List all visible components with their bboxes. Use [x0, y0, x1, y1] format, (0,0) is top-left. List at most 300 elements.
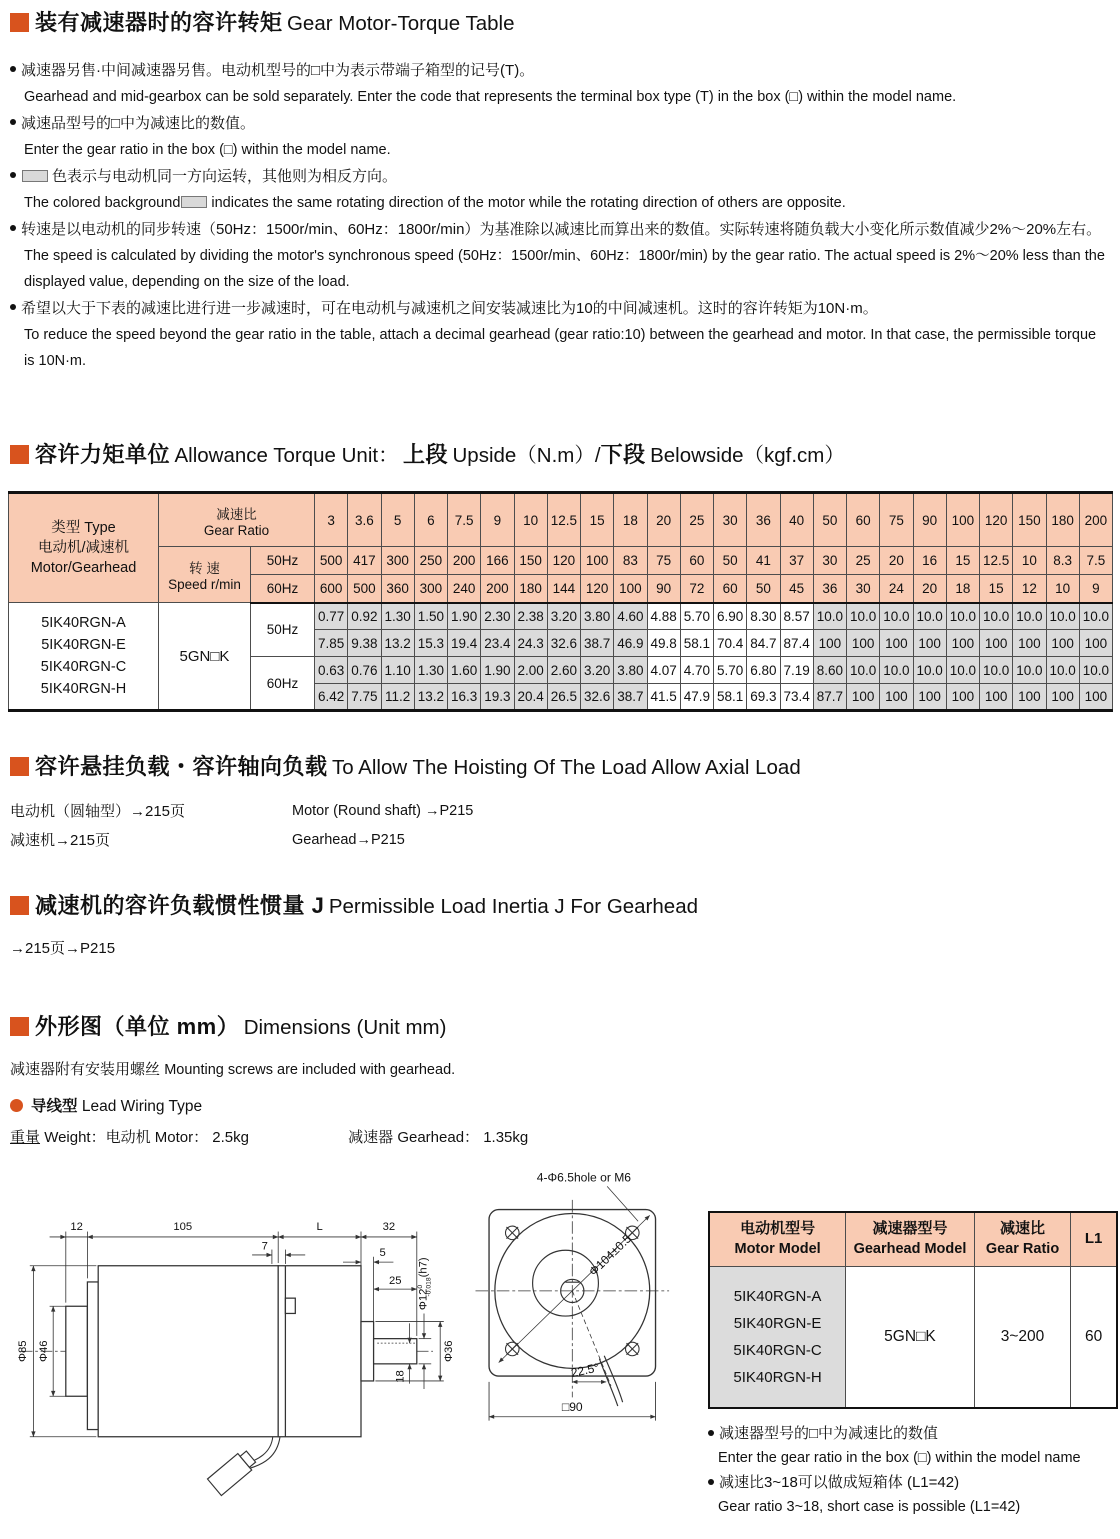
- gear-ratio-value-cell: 180: [1046, 493, 1079, 547]
- dia-46-label: Φ46: [37, 1340, 50, 1362]
- dim-L-label: L: [316, 1220, 323, 1233]
- note-zh: 转速是以电动机的同步转速（50Hz：1500r/min、60Hz：1800r/min）为基准除以减速比而算出来的数值。实际转速将随负载大小变化所示数值减少2%～20%左右。: [21, 221, 1102, 238]
- torque-value-cell: 10.0: [880, 657, 913, 684]
- note-item: [10, 57, 1112, 84]
- motor-gearhead-label-zh: 电动机/减速机: [37, 540, 130, 556]
- speed-value-cell: 15: [946, 547, 979, 575]
- speed-value-cell: 12: [1013, 575, 1046, 603]
- speed-value-cell: 18: [946, 575, 979, 603]
- torque-value-cell: 8.57: [780, 603, 813, 630]
- model-table-notes: [708, 1421, 1118, 1519]
- speed-value-cell: 10: [1013, 547, 1046, 575]
- torque-value-cell: 1.50: [414, 603, 447, 630]
- title-en: Gear Motor-Torque Table: [286, 12, 515, 35]
- dia-36-label: Φ36: [442, 1340, 455, 1362]
- torque-value-cell: 58.1: [714, 684, 747, 711]
- connector-icon: [207, 1448, 257, 1495]
- torque-value-cell: 2.00: [514, 657, 547, 684]
- gear-ratio-value-cell: 9: [481, 493, 514, 547]
- torque-notes-list: [10, 57, 1112, 374]
- gear-ratio-header: [159, 493, 315, 547]
- bullet-icon: [10, 172, 16, 178]
- speed-value-cell: 417: [348, 547, 381, 575]
- torque-value-cell: 3.80: [614, 657, 647, 684]
- title-zh: 装有减速器时的容许转矩: [35, 10, 283, 35]
- note-item: 减速比3~18可以做成短箱体 (L1=42): [708, 1470, 1118, 1495]
- speed-value-cell: 20: [913, 575, 946, 603]
- gearhead-ref-en: Gearhead→P215: [292, 832, 405, 848]
- torque-value-cell: 100: [1079, 684, 1112, 711]
- torque-value-cell: 10.0: [980, 657, 1013, 684]
- torque-value-cell: 100: [880, 630, 913, 657]
- speed-value-cell: 41: [747, 547, 780, 575]
- shaft-outline: [374, 1339, 417, 1364]
- speed-value-cell: 100: [581, 547, 614, 575]
- torque-value-cell: 2.60: [547, 657, 580, 684]
- note-en: Gearhead and mid-gearbox can be sold separately. Enter the code that represents the terminal box type (T) in the box (□) within the model name.: [24, 89, 957, 105]
- torque-value-cell: 1.30: [381, 603, 414, 630]
- gear-ratio-value-cell: 18: [614, 493, 647, 547]
- motor-ref-zh: 电动机（圆轴型）→215页: [10, 803, 186, 820]
- torque-value-cell: 73.4: [780, 684, 813, 711]
- speed-value-cell: 500: [348, 575, 381, 603]
- torque-value-cell: 7.19: [780, 657, 813, 684]
- torque-value-cell: 10.0: [980, 603, 1013, 630]
- torque-value-cell: 4.88: [647, 603, 680, 630]
- speed-value-cell: 120: [581, 575, 614, 603]
- gear-ratio-value-cell: 6: [414, 493, 447, 547]
- title-zh: 减速机的容许负载惯性惯量 J: [35, 893, 325, 918]
- torque-value-cell: 6.80: [747, 657, 780, 684]
- hz50-row-cell: 50Hz: [251, 603, 315, 657]
- title-below-zh: 下段: [600, 442, 646, 467]
- speed-value-cell: 300: [381, 547, 414, 575]
- torque-value-cell: 41.5: [647, 684, 680, 711]
- note-en-part: The colored background: [24, 195, 181, 211]
- speed-value-cell: 24: [880, 575, 913, 603]
- title-zh: 容许悬挂负载・容许轴向负载: [35, 754, 328, 779]
- torque-value-cell: 10.0: [1013, 603, 1046, 630]
- speed-value-cell: 75: [647, 547, 680, 575]
- gearhead-ref-row: [10, 826, 1112, 855]
- note-en: The speed is calculated by dividing the motor's synchronous speed (50Hz：1500r/min、60Hz：1800r/min) by the gear ratio. The actual speed is 2%～20% less than the displayed value, depending on the size of the load.: [24, 248, 1105, 290]
- torque-value-cell: 100: [946, 684, 979, 711]
- torque-value-cell: 100: [1079, 630, 1112, 657]
- torque-value-cell: 8.30: [747, 603, 780, 630]
- note-zh: 减速品型号的□中为减速比的数值。: [21, 115, 256, 132]
- junction-notch: [285, 1298, 295, 1313]
- speed-value-cell: 30: [847, 575, 880, 603]
- torque-value-cell: 11.2: [381, 684, 414, 711]
- speed-value-cell: 250: [414, 547, 447, 575]
- torque-value-cell: 5.70: [714, 657, 747, 684]
- gear-ratio-value-cell: 40: [780, 493, 813, 547]
- motor-ref-row: [10, 797, 1112, 826]
- torque-value-cell: 13.2: [414, 684, 447, 711]
- section-title-gear-motor-torque: [10, 8, 1112, 41]
- note-en: [10, 190, 1110, 216]
- dia-85-label: Φ85: [17, 1340, 30, 1362]
- gear-ratio-value-cell: 50: [813, 493, 846, 547]
- note-en: Enter the gear ratio in the box (□) within the model name.: [24, 142, 391, 158]
- torque-value-cell: 38.7: [581, 630, 614, 657]
- speed-value-cell: 15: [980, 575, 1013, 603]
- torque-value-cell: 100: [847, 630, 880, 657]
- torque-value-cell: 32.6: [581, 684, 614, 711]
- speed-value-cell: 83: [614, 547, 647, 575]
- speed-value-cell: 12.5: [980, 547, 1013, 575]
- torque-value-cell: 10.0: [946, 657, 979, 684]
- speed-value-cell: 9: [1079, 575, 1112, 603]
- gearhead-model-cell: 5GN□K: [846, 1266, 975, 1408]
- gear-ratio-value-cell: 150: [1013, 493, 1046, 547]
- speed-value-cell: 20: [880, 547, 913, 575]
- inertia-ref-line: →215页→P215: [10, 940, 116, 957]
- lead-type-en: Lead Wiring Type: [81, 1098, 203, 1115]
- torque-value-cell: 0.63: [315, 657, 348, 684]
- gear-ratio-value-cell: 36: [747, 493, 780, 547]
- model-table: [708, 1211, 1118, 1409]
- motor-model: 5IK40RGN-C: [40, 659, 127, 675]
- speed-value-cell: 120: [547, 547, 580, 575]
- weight-gearhead: 减速器 Gearhead： 1.35kg: [348, 1129, 529, 1146]
- torque-value-cell: 19.4: [448, 630, 481, 657]
- weight-label: 重量: [10, 1129, 41, 1146]
- torque-value-cell: 10.0: [946, 603, 979, 630]
- torque-value-cell: 58.1: [680, 630, 713, 657]
- gear-ratio-value-cell: 10: [514, 493, 547, 547]
- speed-value-cell: 600: [315, 575, 348, 603]
- torque-value-cell: 6.42: [315, 684, 348, 711]
- torque-value-cell: 23.4: [481, 630, 514, 657]
- torque-value-cell: 49.8: [647, 630, 680, 657]
- torque-value-cell: 10.0: [1079, 603, 1112, 630]
- motor-model: 5IK40RGN-E: [733, 1314, 822, 1332]
- speed-value-cell: 150: [514, 547, 547, 575]
- speed-value-cell: 240: [448, 575, 481, 603]
- title-en: Allowance Torque Unit：: [174, 444, 399, 467]
- title-en: Dimensions (Unit mm): [243, 1016, 447, 1039]
- torque-value-cell: 5.70: [680, 603, 713, 630]
- note-en: To reduce the speed beyond the gear ratio in the table, attach a decimal gearhead (gear ratio:10) between the gearhead and motor. In that case, the permissible torque is 10N·m.: [24, 327, 1097, 369]
- speed-value-cell: 166: [481, 547, 514, 575]
- torque-value-cell: 8.60: [813, 657, 846, 684]
- speed-label-en: Speed r/min: [168, 577, 241, 592]
- speed-value-cell: 500: [315, 547, 348, 575]
- motor-model: 5IK40RGN-C: [733, 1341, 822, 1359]
- speed-value-cell: 50: [747, 575, 780, 603]
- type-header-cell: [9, 493, 159, 603]
- end-plate-outline: [87, 1282, 98, 1430]
- torque-table: [8, 491, 1113, 712]
- torque-value-cell: 100: [980, 630, 1013, 657]
- orange-square-icon: [10, 1017, 29, 1036]
- torque-value-cell: 3.20: [581, 657, 614, 684]
- torque-value-cell: 2.30: [481, 603, 514, 630]
- speed-value-cell: 180: [514, 575, 547, 603]
- speed-value-cell: 144: [547, 575, 580, 603]
- torque-value-cell: 100: [1046, 630, 1079, 657]
- torque-value-cell: 100: [913, 630, 946, 657]
- l1-header: L1: [1071, 1212, 1117, 1266]
- lead-wiring-type-line: [10, 1093, 1112, 1120]
- title-below-en: Belowside（kgf.cm）: [650, 444, 845, 467]
- torque-value-cell: 46.9: [614, 630, 647, 657]
- section-title-hoisting-load: [10, 752, 1112, 785]
- dim-5-label: 5: [379, 1246, 386, 1259]
- gear-ratio-cell: 3~200: [974, 1266, 1070, 1408]
- torque-value-cell: 10.0: [847, 657, 880, 684]
- hz60-header: 60Hz: [251, 575, 315, 603]
- gear-ratio-value-cell: 3: [315, 493, 348, 547]
- torque-value-cell: 3.80: [581, 603, 614, 630]
- weight-line: [10, 1124, 1112, 1151]
- torque-value-cell: 10.0: [847, 603, 880, 630]
- motor-body-outline: [98, 1266, 278, 1437]
- torque-value-cell: 4.07: [647, 657, 680, 684]
- motor-model: 5IK40RGN-A: [41, 615, 126, 631]
- dim-7-label: 7: [261, 1240, 268, 1253]
- title-zh: 外形图（单位 mm）: [35, 1014, 240, 1039]
- torque-value-cell: 84.7: [747, 630, 780, 657]
- gear-ratio-value-cell: 75: [880, 493, 913, 547]
- bullet-icon: [10, 66, 16, 72]
- torque-value-cell: 10.0: [913, 657, 946, 684]
- motor-models-cell: [709, 1266, 846, 1408]
- weight-motor: Weight：电动机 Motor： 2.5kg: [44, 1129, 249, 1146]
- motor-model: 5IK40RGN-A: [733, 1287, 822, 1305]
- torque-value-cell: 0.92: [348, 603, 381, 630]
- gear-ratio-value-cell: 3.6: [348, 493, 381, 547]
- title-zh: 容许力矩单位: [35, 442, 171, 467]
- title-en: Permissible Load Inertia J For Gearhead: [328, 895, 698, 918]
- orange-square-icon: [10, 757, 29, 776]
- holes-label: 4-Φ6.5hole or M6: [536, 1170, 632, 1185]
- speed-value-cell: 25: [847, 547, 880, 575]
- torque-value-cell: 19.3: [481, 684, 514, 711]
- dim-105-label: 105: [173, 1220, 193, 1233]
- note-en: Enter the gear ratio in the box (□) within the model name: [718, 1450, 1081, 1466]
- speed-value-cell: 300: [414, 575, 447, 603]
- torque-value-cell: 87.7: [813, 684, 846, 711]
- torque-value-cell: 3.20: [547, 603, 580, 630]
- side-view-drawing: [10, 1167, 460, 1513]
- gearhead-model-cell: 5GN□K: [159, 603, 251, 711]
- dia-12-label: $\Phi 12^0-0.018(h7)$: [417, 1257, 433, 1311]
- torque-value-cell: 32.6: [547, 630, 580, 657]
- speed-value-cell: 8.3: [1046, 547, 1079, 575]
- gear-ratio-value-cell: 7.5: [448, 493, 481, 547]
- gearhead-outline: [278, 1266, 361, 1437]
- gear-ratio-value-cell: 15: [581, 493, 614, 547]
- speed-value-cell: 100: [614, 575, 647, 603]
- speed-value-cell: 200: [481, 575, 514, 603]
- speed-value-cell: 10: [1046, 575, 1079, 603]
- torque-value-cell: 100: [980, 684, 1013, 711]
- speed-value-cell: 16: [913, 547, 946, 575]
- torque-value-cell: 13.2: [381, 630, 414, 657]
- note-item: [10, 216, 1110, 243]
- gear-ratio-header: 减速比 Gear Ratio: [974, 1212, 1070, 1266]
- section-title-allowance-torque-unit: [10, 440, 1112, 473]
- front-view-drawing: [460, 1167, 702, 1469]
- speed-value-cell: 60: [680, 547, 713, 575]
- motor-model: 5IK40RGN-H: [733, 1368, 822, 1386]
- note-item: [10, 163, 1112, 190]
- torque-value-cell: 7.75: [348, 684, 381, 711]
- torque-value-cell: 10.0: [813, 603, 846, 630]
- motor-ref-en: Motor (Round shaft) →P215: [292, 803, 474, 819]
- note-zh: 减速器附有安装用螺丝: [10, 1061, 161, 1078]
- mounting-screws-note: [10, 1057, 1112, 1083]
- square-90-label: □90: [561, 1399, 583, 1414]
- lead-type-zh: 导线型: [31, 1098, 78, 1115]
- dim-25-label: 25: [388, 1274, 402, 1287]
- torque-value-cell: 6.90: [714, 603, 747, 630]
- gear-ratio-value-cell: 90: [913, 493, 946, 547]
- torque-value-cell: 10.0: [1013, 657, 1046, 684]
- speed-label-zh: 转 速: [189, 561, 220, 576]
- orange-square-icon: [10, 445, 29, 464]
- speed-value-cell: 60: [714, 575, 747, 603]
- hz50-header: 50Hz: [251, 547, 315, 575]
- section-title-dimensions: [10, 1012, 1112, 1045]
- dimension-drawings-row: [10, 1167, 1112, 1519]
- gear-ratio-value-cell: 12.5: [547, 493, 580, 547]
- torque-value-cell: 100: [813, 630, 846, 657]
- color-swatch-icon: [181, 196, 207, 208]
- torque-value-cell: 38.7: [614, 684, 647, 711]
- torque-value-cell: 10.0: [1046, 657, 1079, 684]
- torque-value-cell: 7.85: [315, 630, 348, 657]
- gear-ratio-value-cell: 60: [847, 493, 880, 547]
- section-title-load-inertia: [10, 891, 1112, 924]
- orange-dot-icon: [10, 1099, 23, 1112]
- speed-value-cell: 45: [780, 575, 813, 603]
- torque-value-cell: 100: [913, 684, 946, 711]
- note-en: Mounting screws are included with gearhead.: [164, 1062, 456, 1078]
- torque-value-cell: 16.3: [448, 684, 481, 711]
- torque-value-cell: 100: [1013, 684, 1046, 711]
- torque-value-cell: 4.60: [614, 603, 647, 630]
- shaft-boss-outline: [361, 1322, 374, 1381]
- torque-value-cell: 100: [847, 684, 880, 711]
- torque-value-cell: 1.90: [448, 603, 481, 630]
- gear-ratio-value-cell: 30: [714, 493, 747, 547]
- torque-value-cell: 1.90: [481, 657, 514, 684]
- torque-value-cell: 4.70: [680, 657, 713, 684]
- gear-ratio-label-zh: 减速比: [216, 506, 257, 522]
- torque-value-cell: 100: [880, 684, 913, 711]
- torque-value-cell: 26.5: [547, 684, 580, 711]
- note-en-part: indicates the same rotating direction of the motor while the rotating direction of others are opposite.: [211, 195, 846, 211]
- pilot-circle: [533, 1250, 599, 1316]
- torque-value-cell: 10.0: [1079, 657, 1112, 684]
- bolt-circle-label: Φ104±0.5: [586, 1231, 635, 1279]
- speed-value-cell: 90: [647, 575, 680, 603]
- l1-cell: 60: [1071, 1266, 1117, 1408]
- torque-value-cell: 24.3: [514, 630, 547, 657]
- bullet-icon: [10, 119, 16, 125]
- speed-value-cell: 7.5: [1079, 547, 1112, 575]
- dim-32-label: 32: [382, 1220, 396, 1233]
- torque-value-cell: 2.38: [514, 603, 547, 630]
- note-en: Gear ratio 3~18, short case is possible (L1=42): [718, 1499, 1021, 1515]
- torque-value-cell: 47.9: [680, 684, 713, 711]
- torque-value-cell: 1.10: [381, 657, 414, 684]
- speed-value-cell: 360: [381, 575, 414, 603]
- model-table-column: [708, 1211, 1118, 1519]
- torque-value-cell: 1.60: [448, 657, 481, 684]
- motor-gearhead-label-en: Motor/Gearhead: [30, 560, 137, 576]
- note-zh: 色表示与电动机同一方向运转，其他则为相反方向。: [52, 168, 398, 185]
- gear-ratio-value-cell: 25: [680, 493, 713, 547]
- gearhead-ref-zh: 减速机→215页: [10, 832, 111, 849]
- gearhead-model-header: 减速器型号 Gearhead Model: [846, 1212, 975, 1266]
- torque-value-cell: 15.3: [414, 630, 447, 657]
- torque-value-cell: 100: [946, 630, 979, 657]
- motor-model: 5IK40RGN-H: [40, 681, 127, 697]
- torque-value-cell: 70.4: [714, 630, 747, 657]
- gear-ratio-value-cell: 120: [980, 493, 1013, 547]
- motor-models-cell: [9, 603, 159, 711]
- gear-ratio-value-cell: 200: [1079, 493, 1112, 547]
- torque-value-cell: 20.4: [514, 684, 547, 711]
- torque-value-cell: 10.0: [1046, 603, 1079, 630]
- orange-square-icon: [10, 896, 29, 915]
- note-zh: 减速器另售·中间减速器另售。电动机型号的□中为表示带端子箱型的记号(T)。: [21, 62, 535, 79]
- torque-value-cell: 100: [1046, 684, 1079, 711]
- torque-value-cell: 0.77: [315, 603, 348, 630]
- angle-label: 22.5°: [569, 1360, 601, 1381]
- torque-value-cell: 69.3: [747, 684, 780, 711]
- bullet-icon: [708, 1430, 714, 1436]
- note-item: 减速器型号的□中为减速比的数值: [708, 1421, 1118, 1446]
- motor-model: 5IK40RGN-E: [41, 637, 126, 653]
- speed-value-cell: 50: [714, 547, 747, 575]
- speed-value-cell: 200: [448, 547, 481, 575]
- title-en: To Allow The Hoisting Of The Load Allow Axial Load: [331, 756, 801, 779]
- motor-model-header: 电动机型号 Motor Model: [709, 1212, 846, 1266]
- note-item: [10, 295, 1112, 322]
- note-zh: 希望以大于下表的减速比进行进一步减速时，可在电动机与减速机之间安装减速比为10的中间减速机。这时的容许转矩为10N·m。: [21, 300, 878, 317]
- speed-value-cell: 72: [680, 575, 713, 603]
- torque-value-cell: 1.30: [414, 657, 447, 684]
- dim-18-label: 18: [394, 1370, 407, 1383]
- dim-12-label: 12: [70, 1220, 83, 1233]
- gear-ratio-value-cell: 100: [946, 493, 979, 547]
- torque-value-cell: 9.38: [348, 630, 381, 657]
- bullet-icon: [10, 304, 16, 310]
- speed-value-cell: 30: [813, 547, 846, 575]
- gear-ratio-label-en: Gear Ratio: [203, 522, 270, 538]
- orange-square-icon: [10, 13, 29, 32]
- torque-value-cell: 10.0: [880, 603, 913, 630]
- torque-value-cell: 0.76: [348, 657, 381, 684]
- title-upside-en: Upside（N.m）/: [452, 444, 601, 467]
- speed-header: [159, 547, 251, 603]
- bullet-icon: [10, 225, 16, 231]
- note-item: [10, 110, 1112, 137]
- gear-ratio-value-cell: 20: [647, 493, 680, 547]
- hz60-row-cell: 60Hz: [251, 657, 315, 711]
- title-upside-zh: 上段: [403, 442, 449, 467]
- color-swatch-icon: [22, 170, 48, 182]
- type-label: 类型 Type: [51, 520, 116, 536]
- gear-ratio-value-cell: 5: [381, 493, 414, 547]
- torque-value-cell: 10.0: [913, 603, 946, 630]
- bullet-icon: [708, 1479, 714, 1485]
